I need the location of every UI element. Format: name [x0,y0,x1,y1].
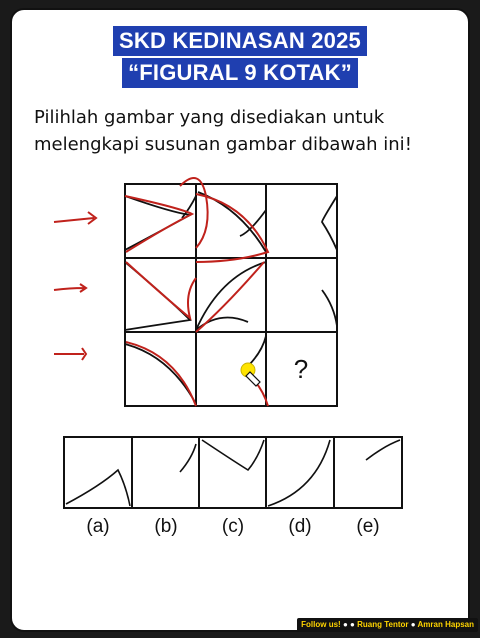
cell-7-shape [125,344,196,404]
follow-label: Follow us! [301,620,341,629]
option-label-b[interactable]: (b) [154,516,178,537]
cell-6-shape [322,290,337,326]
channel-2: Amran Hapsan [417,620,474,629]
option-a[interactable] [66,470,130,506]
option-label-c[interactable]: (c) [221,516,245,537]
arrow-row-3 [54,348,86,360]
red-trace-2 [180,178,208,248]
cell-4-shape [125,262,190,330]
instruction-text: Pilihlah gambar yang disediakan untuk melengkapi susunan gambar dibawah ini! [34,107,412,155]
arrow-row-2 [54,284,86,292]
option-label-d[interactable]: (d) [288,516,312,537]
tiktok-icon: ● [342,620,348,629]
option-c[interactable] [202,440,264,470]
red-annotations [54,178,268,406]
option-b[interactable] [180,444,196,472]
option-label-a[interactable]: (a) [86,516,110,537]
red-trace-1 [125,196,192,252]
option-e[interactable] [366,440,400,460]
title-line-1: SKD KEDINASAN 2025 [113,26,367,56]
social-footer [297,618,478,632]
instagram-icon: ● [350,620,355,629]
title-line-2: “FIGURAL 9 KOTAK” [122,58,358,88]
missing-cell-marker: ? [293,354,309,384]
facebook-icon: ● [410,620,416,629]
option-label-e[interactable]: (e) [356,516,380,537]
channel-1: Ruang Tentor [357,620,409,629]
cell-8-shape [248,336,266,366]
option-d[interactable] [268,440,330,506]
red-trace-4 [126,262,196,318]
red-trace-5 [196,262,264,332]
arrow-row-1 [54,212,96,224]
cell-3-shape [322,196,337,250]
